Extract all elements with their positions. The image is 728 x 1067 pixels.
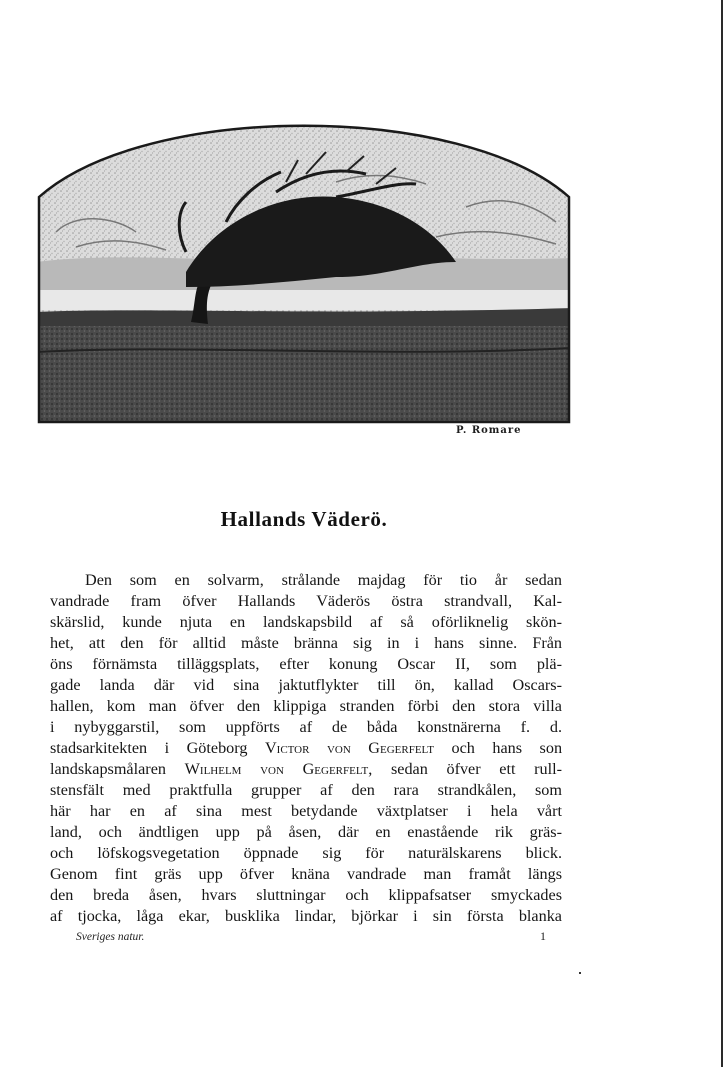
header-illustration xyxy=(36,112,572,428)
text-segment: stadsarkitekten i Göteborg xyxy=(50,739,248,757)
text-line: het, att den för alltid måste bränna sig in i hans sinne. Från xyxy=(50,634,562,652)
footer-source: Sveriges natur. xyxy=(76,931,145,943)
person-name: Victor von Gegerfelt xyxy=(264,739,434,757)
text-line: stensfält med praktfulla grupper af den rara strandkålen, som xyxy=(50,781,562,799)
text-line: här har en af sina mest betydande växtplatser i hela vårt xyxy=(50,802,562,820)
text-line xyxy=(50,738,562,759)
text-line: gade landa där vid sina jaktutflykter till ön, kallad Oscars- xyxy=(50,676,562,694)
text-line: den breda åsen, hvars sluttningar och klippafsatser smyckades xyxy=(50,886,562,904)
text-line: och löfskogsvegetation öppnade sig för naturälskarens blick. xyxy=(50,844,562,862)
text-line xyxy=(50,759,562,780)
article-body xyxy=(50,570,562,927)
print-speck xyxy=(579,972,581,974)
windswept-tree-image xyxy=(36,112,572,428)
text-line: i nybyggarstil, som uppförts af de båda konstnärerna f. d. xyxy=(50,718,562,736)
text-line: öns förnämsta tilläggsplats, efter konung Oscar II, som plä- xyxy=(50,655,562,673)
artist-signature: P. Romare xyxy=(456,425,522,436)
text-line: Genom fint gräs upp öfver knäna vandrade man framåt längs xyxy=(50,865,562,883)
text-line: land, och ändtligen upp på åsen, där en enastående rik gräs- xyxy=(50,823,562,841)
text-line: skärslid, kunde njuta en landskapsbild af så oförliknelig skön- xyxy=(50,613,562,631)
text-segment: och hans son xyxy=(451,739,563,757)
page-edge-line xyxy=(721,0,723,1067)
person-name: Wilhelm von Gegerfelt xyxy=(184,760,369,778)
text-line: Den som en solvarm, strålande majdag för tio år sedan xyxy=(85,571,562,589)
text-line: hallen, kom man öfver den klippiga stranden förbi den stora villa xyxy=(50,697,562,715)
text-line: vandrade fram öfver Hallands Väderös östra strandvall, Kal- xyxy=(50,592,562,610)
text-segment: landskapsmålaren xyxy=(50,760,166,778)
footer-sheet-number: 1 xyxy=(540,929,546,943)
text-segment: , sedan öfver ett rull- xyxy=(368,760,562,778)
text-line: af tjocka, låga ekar, busklika lindar, björkar i sin första blanka xyxy=(50,907,562,925)
article-title: Hallands Väderö. xyxy=(220,507,388,531)
